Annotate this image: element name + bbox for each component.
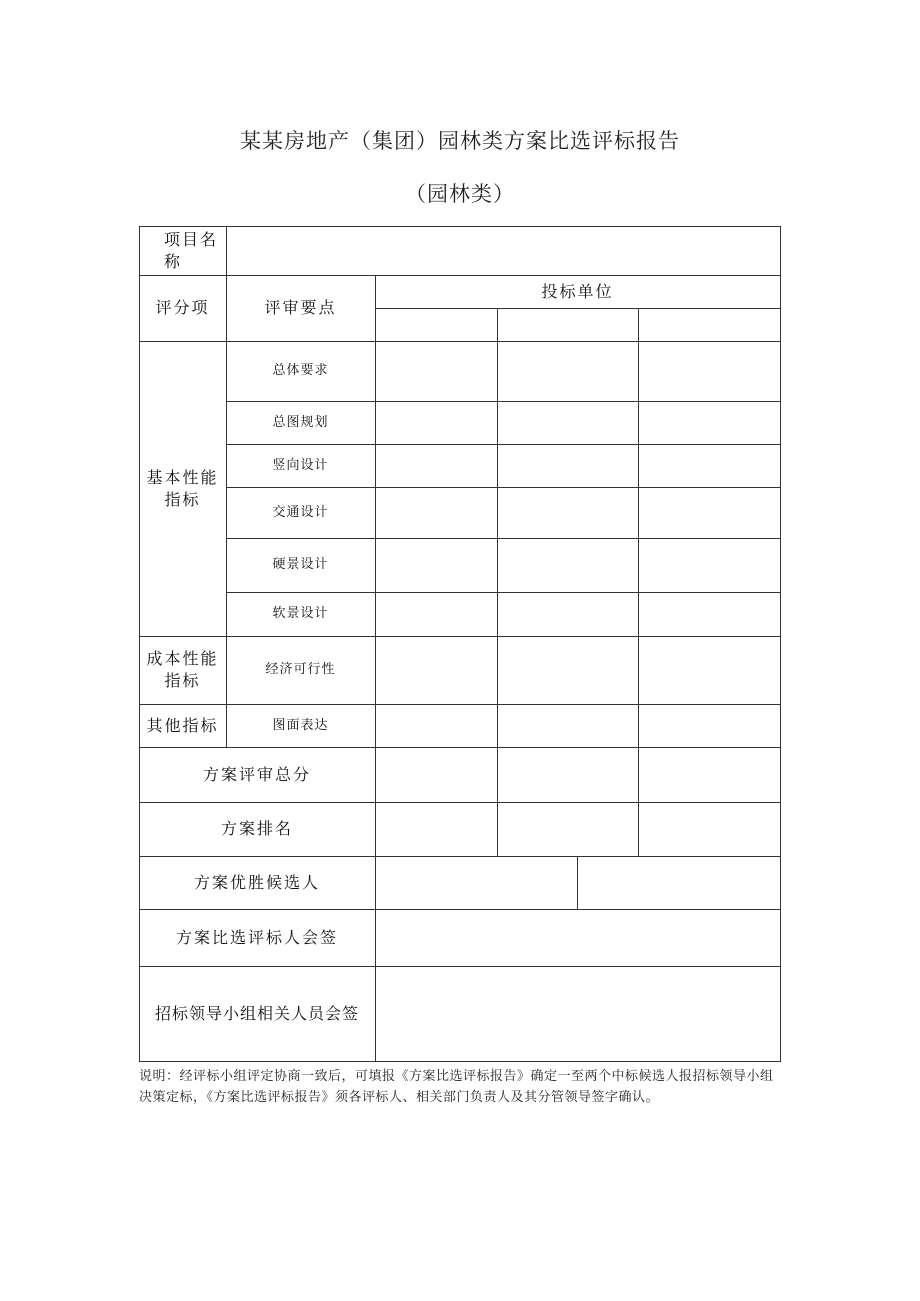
document-subtitle: （园林类） [405,182,515,206]
item-traffic-design: 交通设计 [272,504,329,520]
ranking-label: 方案排名 [220,819,293,839]
category-basic-performance [139,341,226,636]
project-name-field[interactable] [227,227,780,275]
leadership-countersign-label: 招标领导小组相关人员会签 [154,1003,359,1023]
total-score-label: 方案评审总分 [202,764,311,784]
scoring-item-header: 评分项 [155,298,210,318]
document-title: 某某房地产（集团）园林类方案比选评标报告 [240,129,680,153]
item-economic-feasibility: 经济可行性 [265,662,336,678]
review-points-header: 评审要点 [264,298,337,318]
category-basic-line2: 指标 [164,489,201,509]
table-line [375,308,781,309]
item-master-plan: 总图规划 [272,414,329,430]
project-name-label-line2: 称 [164,252,183,271]
table-line [375,275,376,1062]
table-line [497,308,498,857]
winning-candidate-label: 方案优胜候选人 [193,872,320,892]
explanatory-note: 说明：经评标小组评定协商一致后，可填报《方案比选评标报告》确定一至两个中标候选人报招标领导小组决策定标，《方案比选评标报告》须各评标人、相关部门负责人及其分管领导签字确认。 [139,1069,774,1105]
category-cost-line1: 成本性能 [146,649,219,669]
category-other: 其他指标 [146,715,219,735]
project-name-label-line1: 项目名 [164,230,219,250]
category-basic-line1: 基本性能 [146,467,219,487]
item-overall-requirements: 总体要求 [272,363,329,379]
table-line [139,1061,781,1062]
table-line [577,856,578,910]
table-line [638,308,639,857]
category-cost-performance [139,636,226,704]
item-hardscape-design: 硬景设计 [272,557,329,573]
category-cost-line2: 指标 [164,671,201,690]
item-drawing-expression: 图面表达 [272,717,329,733]
table-line [780,226,781,1062]
item-softscape-design: 软景设计 [272,606,329,622]
bidder-header: 投标单位 [541,281,614,301]
project-name-label [139,226,226,276]
item-vertical-design: 竖向设计 [272,457,329,473]
evaluator-countersign-label: 方案比选评标人会签 [175,927,338,947]
